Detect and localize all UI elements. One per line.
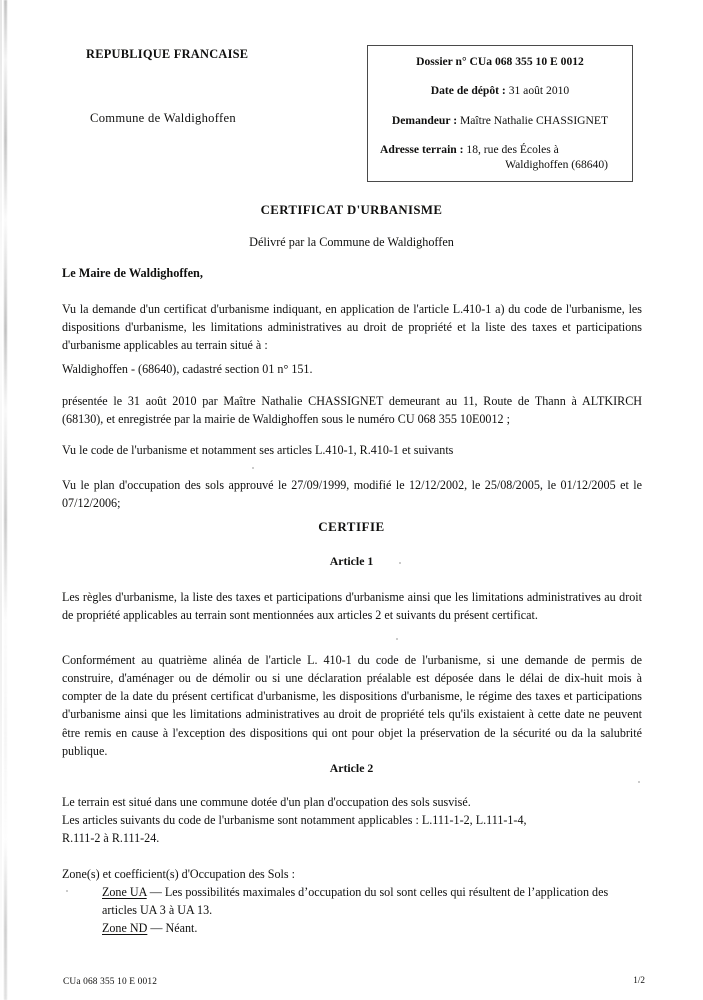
republic-heading: REPUBLIQUE FRANCAISE	[86, 47, 249, 61]
cadastre-paragraph: Waldighoffen - (68640), cadastré section 01 n° 151.	[62, 362, 313, 376]
deposit-date-value: 31 août 2010	[508, 84, 570, 98]
commune-heading: Commune de Waldighoffen	[90, 111, 237, 125]
document-subtitle: Délivré par la Commune de Waldighoffen	[249, 235, 454, 249]
land-use-plan-block	[62, 476, 642, 512]
scan-edge-artifact-outer	[0, 0, 2, 1000]
footer-page-number: 1/2	[633, 975, 645, 985]
submitted-by-block	[62, 392, 642, 428]
zone-nd-description: — Néant.	[147, 921, 198, 936]
zones-heading: Zone(s) et coefficient(s) d'Occupation des Sols :	[62, 867, 296, 881]
dossier-value: CUa 068 355 10 E 0012	[469, 55, 584, 68]
mayor-line: Le Maire de Waldighoffen,	[62, 266, 203, 280]
submitted-by-paragraph: présentée le 31 août 2010 par Maître Nathalie CHASSIGNET demeurant au 11, Route de Thann à ALTKIRCH (68130), et enregistrée par la mairie de Waldighoffen sous le numéro CU 068 355 10E0012 ;	[62, 394, 642, 427]
article-1-heading: Article 1	[329, 554, 374, 568]
article-1-paragraph-2-block	[62, 651, 642, 760]
dossier-info-box	[367, 45, 633, 182]
applicant-label: Demandeur :	[391, 113, 460, 127]
land-address-label: Adresse terrain :	[380, 143, 467, 157]
zone-ua-name: Zone UA	[102, 885, 147, 900]
request-paragraph-block	[62, 300, 642, 354]
code-reference-paragraph: Vu le code de l'urbanisme et notamment ses articles L.410-1, R.410-1 et suivants	[62, 443, 454, 457]
scan-speck	[638, 781, 640, 783]
dossier-label: Dossier n°	[416, 55, 470, 68]
zone-ua-entry	[62, 883, 642, 919]
land-address-line	[376, 143, 624, 172]
applicant-line	[376, 114, 624, 128]
article-2-line-1: Le terrain est situé dans une commune dotée d'un plan d'occupation des sols susvisé.	[62, 795, 471, 809]
request-paragraph: Vu la demande d'un certificat d'urbanisme indiquant, en application de l'article L.410-1 a) du code de l'urbanisme, les dispositions d'urbanisme, les limitations administratives au droit de propriété et la liste des taxes et participations d'urbanisme applicables au terrain situé à :	[62, 302, 642, 353]
cadastre-block	[62, 360, 642, 378]
zone-nd-entry	[62, 919, 642, 937]
document-title: CERTIFICAT D'URBANISME	[260, 203, 443, 217]
dossier-number-line	[376, 55, 624, 69]
land-address-value-2: Waldighoffen (68640)	[505, 157, 608, 171]
deposit-date-line	[376, 84, 624, 98]
footer-reference: CUa 068 355 10 E 0012	[63, 977, 158, 987]
scan-edge-artifact	[4, 0, 7, 1000]
zone-nd-name: Zone ND	[102, 921, 148, 936]
scan-speck	[252, 467, 254, 469]
certifies-heading: CERTIFIE	[318, 519, 385, 534]
land-address-row1	[376, 143, 624, 157]
article-1-paragraph-1-block	[62, 588, 642, 624]
article-2-block	[62, 793, 642, 847]
scan-speck	[396, 638, 398, 640]
zones-block	[62, 865, 642, 938]
article-1-paragraph-2: Conformément au quatrième alinéa de l'article L. 410-1 du code de l'urbanisme, si une demande de permis de construire, d'aménager ou de démolir ou si une déclaration préalable est déposée dans le délai de dix-huit mois à compter de la date du présent certificat d'urbanisme, les dispositions d'urbanisme, le régime des taxes et participations d'urbanisme ainsi que les limitations administratives au droit de propriété tels qu'ils existaient à cette date ne peuvent être remis en cause à l'exception des dispositions qui ont pour objet la préservation de la sécurité ou da la salubrité publique.	[62, 653, 642, 758]
code-reference-block	[62, 441, 642, 459]
deposit-date-label: Date de dépôt :	[430, 84, 509, 98]
article-2-line-2: Les articles suivants du code de l'urbanisme sont notamment applicables : L.111-1-2, L.111-1-4,	[62, 813, 527, 828]
mayor-line-block	[62, 264, 642, 282]
article-1-paragraph-1: Les règles d'urbanisme, la liste des taxes et participations d'urbanisme ainsi que les limitations administratives au droit de propriété applicables au terrain sont mentionnées aux articles 2 et suivants du présent certificat.	[62, 590, 642, 623]
article-2-line-3: R.111-2 à R.111-24.	[62, 831, 160, 846]
land-address-value-1: 18, rue des Écoles à	[466, 143, 559, 157]
applicant-value: Maître Nathalie CHASSIGNET	[459, 113, 609, 127]
land-use-plan-paragraph: Vu le plan d'occupation des sols approuvé le 27/09/1999, modifié le 12/12/2002, le 25/08/2005, le 01/12/2005 et le 07/12/2006;	[62, 478, 642, 511]
article-2-heading: Article 2	[329, 761, 374, 775]
zone-ua-description: — Les possibilités maximales d’occupation du sol sont celles qui résultent de l’application des articles UA 3 à UA 13.	[102, 885, 609, 918]
